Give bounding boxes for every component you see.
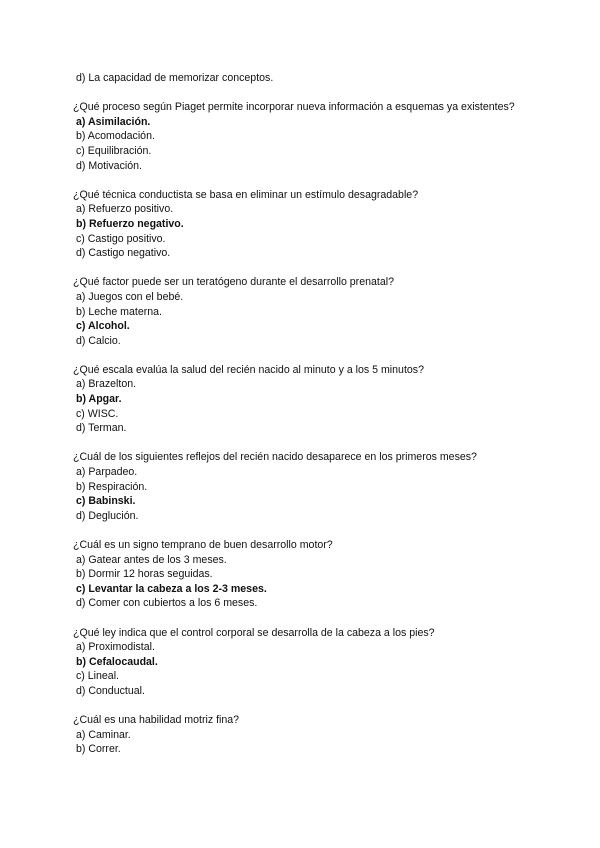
answer-option: d) Deglución. [76, 509, 139, 522]
answer-option: a) Caminar. [76, 728, 131, 741]
answer-option: d) Comer con cubiertos a los 6 meses. [76, 597, 258, 610]
correct-answer-option: c) Babinski. [76, 495, 136, 508]
question-block [73, 450, 533, 523]
answer-option: c) Lineal. [76, 670, 119, 683]
question-spacer [73, 436, 533, 451]
question-block [73, 100, 533, 173]
answer-option: d) Terman. [76, 422, 127, 435]
correct-answer-option: b) Apgar. [76, 393, 122, 406]
question-spacer [73, 699, 533, 714]
answer-option: c) Equilibración. [76, 144, 152, 157]
fragment-option: d) La capacidad de memorizar conceptos. [76, 72, 274, 84]
answer-option: a) Juegos con el bebé. [76, 290, 184, 303]
answer-option: d) Motivación. [76, 159, 142, 172]
question-block [73, 188, 533, 261]
question-text: ¿Qué factor puede ser un teratógeno durante el desarrollo prenatal? [73, 276, 394, 289]
question-spacer [73, 86, 533, 101]
question-text: ¿Cuál de los siguientes reflejos del recién nacido desaparece en los primeros meses? [73, 451, 477, 464]
correct-answer-option: c) Alcohol. [76, 320, 130, 333]
answer-option: d) Castigo negativo. [76, 247, 171, 260]
answer-option: d) Conductual. [76, 684, 145, 697]
question-block [73, 626, 533, 699]
question-text: ¿Qué proceso según Piaget permite incorporar nueva información a esquemas ya existentes? [73, 101, 515, 114]
answer-option: a) Proximodistal. [76, 641, 155, 654]
quiz-content [73, 71, 533, 757]
correct-answer-option: c) Levantar la cabeza a los 2-3 meses. [76, 582, 267, 595]
correct-answer-option: b) Refuerzo negativo. [76, 217, 184, 230]
answer-option: b) Dormir 12 horas seguidas. [76, 568, 213, 581]
question-spacer [73, 261, 533, 276]
question-spacer [73, 348, 533, 363]
question-block [73, 363, 533, 436]
answer-option: c) WISC. [76, 407, 119, 420]
correct-answer-option: a) Asimilación. [76, 115, 151, 128]
answer-option: b) Acomodación. [76, 130, 155, 143]
answer-option: a) Gatear antes de los 3 meses. [76, 553, 227, 566]
answer-option: c) Castigo positivo. [76, 232, 166, 245]
question-block [73, 275, 533, 348]
answer-option: b) Respiración. [76, 480, 148, 493]
question-block [73, 538, 533, 611]
answer-option: b) Leche materna. [76, 305, 162, 318]
question-text: ¿Qué técnica conductista se basa en eliminar un estímulo desagradable? [73, 188, 419, 201]
answer-option: d) Calcio. [76, 334, 121, 347]
question-spacer [73, 173, 533, 188]
answer-option: a) Refuerzo positivo. [76, 203, 174, 216]
answer-option: b) Correr. [76, 743, 121, 756]
question-text: ¿Cuál es un signo temprano de buen desarrollo motor? [73, 539, 333, 551]
question-text: ¿Qué escala evalúa la salud del recién nacido al minuto y a los 5 minutos? [73, 363, 424, 376]
question-text: ¿Qué ley indica que el control corporal se desarrolla de la cabeza a los pies? [73, 626, 435, 639]
answer-option: a) Brazelton. [76, 378, 137, 391]
question-spacer [73, 611, 533, 626]
question-spacer [73, 523, 533, 538]
answer-option: a) Parpadeo. [76, 466, 138, 479]
question-block [73, 713, 533, 757]
question-text: ¿Cuál es una habilidad motriz fina? [73, 714, 240, 727]
correct-answer-option: b) Cefalocaudal. [76, 655, 158, 668]
